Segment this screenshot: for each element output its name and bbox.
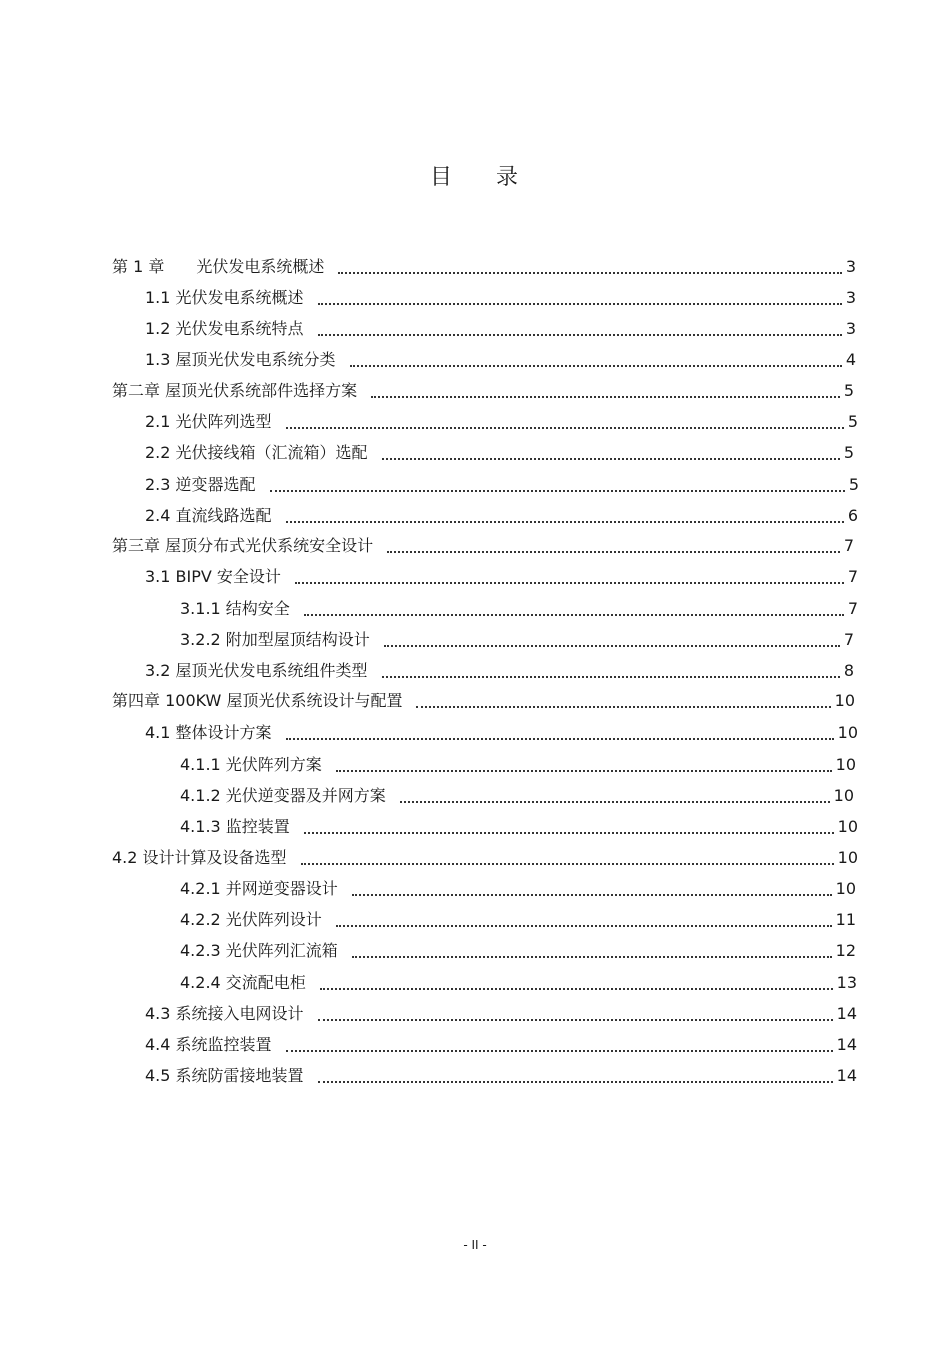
toc-entry[interactable] — [112, 840, 858, 868]
toc-entry-label: 3.2.2 附加型屋顶结构设计 — [180, 630, 370, 649]
toc-entry-page: 5 — [848, 475, 859, 494]
toc-entry-page: 3 — [845, 288, 856, 307]
title-char-2: 录 — [496, 165, 521, 190]
dot-leader — [416, 705, 830, 708]
toc-entry-page: 6 — [847, 506, 858, 525]
dot-leader — [318, 302, 842, 305]
dot-leader — [286, 737, 834, 740]
dot-leader — [318, 333, 842, 336]
toc-entry[interactable] — [145, 559, 858, 587]
toc-entry-page: 3 — [845, 257, 856, 276]
toc-entry-label: 4.1.2 光伏逆变器及并网方案 — [180, 786, 386, 805]
toc-entry-page: 10 — [835, 879, 856, 898]
toc-entry-page: 10 — [835, 755, 856, 774]
toc-entry-label: 4.2.1 并网逆变器设计 — [180, 879, 338, 898]
toc-entry[interactable] — [145, 498, 858, 526]
toc-entry-label: 1.3 屋顶光伏发电系统分类 — [145, 350, 336, 369]
toc-entry-page: 4 — [845, 350, 856, 369]
toc-entry-label: 3.1.1 结构安全 — [180, 599, 290, 618]
toc-entry-label: 第二章 屋顶光伏系统部件选择方案 — [112, 381, 358, 400]
toc-entry-label: 4.5 系统防雷接地装置 — [145, 1066, 304, 1085]
toc-entry-page: 10 — [833, 786, 854, 805]
dot-leader — [304, 831, 834, 834]
toc-entry-page: 14 — [836, 1066, 857, 1085]
toc-entry-page: 5 — [847, 412, 858, 431]
dot-leader — [382, 675, 840, 678]
toc-entry[interactable] — [180, 747, 856, 775]
toc-entry-page: 10 — [837, 723, 858, 742]
toc-entry-label: 4.1 整体设计方案 — [145, 723, 272, 742]
dot-leader — [270, 489, 845, 492]
page-title — [0, 160, 950, 191]
dot-leader — [384, 644, 840, 647]
toc-entry-page: 12 — [835, 941, 856, 960]
toc-entry-page: 11 — [835, 910, 856, 929]
toc-entry-label: 2.1 光伏阵列选型 — [145, 412, 272, 431]
toc-entry[interactable] — [180, 622, 854, 650]
toc-entry-label: 第三章 屋顶分布式光伏系统安全设计 — [112, 536, 374, 555]
dot-leader — [295, 581, 844, 584]
toc-entry-page: 7 — [847, 599, 858, 618]
toc-entry-page: 7 — [847, 567, 858, 586]
dot-leader — [286, 1049, 833, 1052]
toc-entry[interactable] — [180, 591, 858, 619]
dot-leader — [387, 550, 840, 553]
dot-leader — [304, 613, 844, 616]
toc-entry-label: 2.2 光伏接线箱（汇流箱）选配 — [145, 443, 368, 462]
toc-entry-label: 4.3 系统接入电网设计 — [145, 1004, 304, 1023]
toc-entry-label: 第四章 100KW 屋顶光伏系统设计与配置 — [112, 691, 403, 710]
toc-entry[interactable] — [145, 996, 857, 1024]
page-number-footer: - II - — [463, 1238, 487, 1252]
toc-entry-page: 13 — [836, 973, 857, 992]
dot-leader — [350, 364, 842, 367]
toc-entry-page: 10 — [837, 848, 858, 867]
dot-leader — [336, 924, 832, 927]
dot-leader — [371, 395, 840, 398]
toc-entry[interactable] — [145, 311, 856, 339]
dot-leader — [301, 862, 834, 865]
dot-leader — [336, 769, 832, 772]
toc-entry[interactable] — [180, 778, 854, 806]
toc-entry-label: 4.1.1 光伏阵列方案 — [180, 755, 322, 774]
toc-entry-page: 5 — [843, 443, 854, 462]
toc-entry[interactable] — [180, 933, 856, 961]
toc-entry-page: 7 — [843, 536, 854, 555]
toc-entry[interactable] — [112, 249, 856, 277]
toc-entry-page: 10 — [834, 691, 855, 710]
toc-entry-page: 10 — [837, 817, 858, 836]
dot-leader — [352, 893, 832, 896]
toc-entry-page: 5 — [843, 381, 854, 400]
toc-entry[interactable] — [145, 404, 858, 432]
toc-entry-label: 4.4 系统监控装置 — [145, 1035, 272, 1054]
toc-entry[interactable] — [145, 342, 856, 370]
dot-leader — [352, 955, 832, 958]
toc-entry-label: 4.2 设计计算及设备选型 — [112, 848, 287, 867]
toc-entry-label: 4.2.2 光伏阵列设计 — [180, 910, 322, 929]
dot-leader — [286, 520, 844, 523]
toc-entry[interactable] — [180, 809, 858, 837]
title-char-1: 目 — [429, 165, 454, 190]
toc-entry-label: 2.3 逆变器选配 — [145, 475, 256, 494]
toc-entry[interactable] — [145, 1058, 857, 1086]
dot-leader — [382, 457, 840, 460]
toc-entry[interactable] — [180, 871, 856, 899]
dot-leader — [318, 1018, 833, 1021]
toc-entry-label: 4.2.3 光伏阵列汇流箱 — [180, 941, 338, 960]
toc-entry-label: 3.2 屋顶光伏发电系统组件类型 — [145, 661, 368, 680]
toc-entry-page: 14 — [836, 1004, 857, 1023]
toc-entry-page: 14 — [836, 1035, 857, 1054]
toc-entry[interactable] — [145, 280, 856, 308]
toc-entry-label: 2.4 直流线路选配 — [145, 506, 272, 525]
toc-entry[interactable] — [112, 373, 854, 401]
toc-entry-label: 4.2.4 交流配电柜 — [180, 973, 306, 992]
toc-entry-label: 第 1 章 光伏发电系统概述 — [112, 257, 325, 276]
toc-entry[interactable] — [145, 1027, 857, 1055]
toc-entry-label: 4.1.3 监控装置 — [180, 817, 290, 836]
toc-entry[interactable] — [145, 435, 854, 463]
dot-leader — [318, 1080, 833, 1083]
dot-leader — [338, 271, 841, 274]
toc-entry-page: 7 — [843, 630, 854, 649]
toc-entry-label: 1.1 光伏发电系统概述 — [145, 288, 304, 307]
toc-entry[interactable] — [145, 715, 858, 743]
toc-entry-page: 8 — [843, 661, 854, 680]
toc-entry-label: 1.2 光伏发电系统特点 — [145, 319, 304, 338]
dot-leader — [320, 987, 833, 990]
toc-entry-label: 3.1 BIPV 安全设计 — [145, 567, 281, 586]
toc-entry[interactable] — [180, 965, 857, 993]
toc-entry[interactable] — [180, 902, 856, 930]
toc-entry-page: 3 — [845, 319, 856, 338]
dot-leader — [400, 800, 830, 803]
toc-entry[interactable] — [145, 467, 859, 495]
toc-entry[interactable] — [145, 653, 854, 681]
dot-leader — [286, 426, 844, 429]
toc-entry[interactable] — [112, 683, 855, 711]
toc-entry[interactable] — [112, 528, 854, 556]
